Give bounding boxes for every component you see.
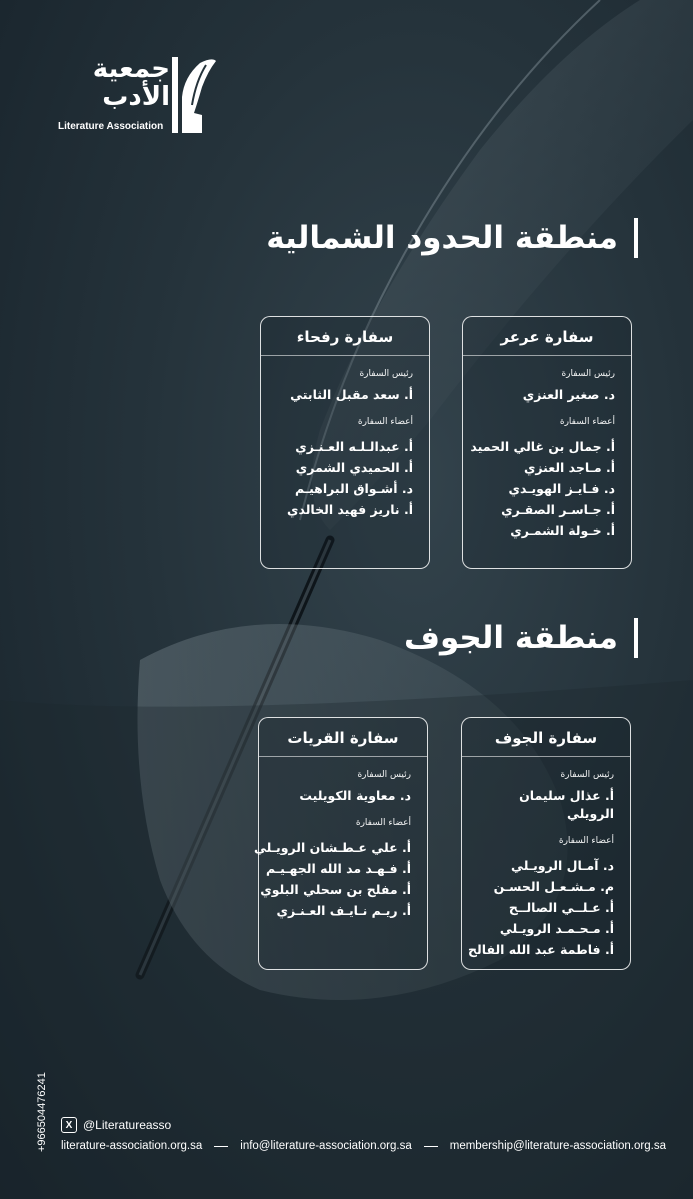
member-item: أ. مـحـمـد الرويـلي [499,921,614,936]
embassy-card-arar [462,316,632,569]
region-title-northern-borders: منطقة الحدود الشمالية [266,218,638,258]
separator [214,1146,228,1147]
head-name: أ. عذال سليمان الرويلي [519,788,614,821]
embassy-card-qurayyat [254,717,428,970]
info-email-link[interactable]: info@literature-association.org.sa [240,1140,412,1152]
member-item: أ. ريـم نـايـف العـنـزي [276,903,411,918]
head-name: أ. سعد مقبل الثابتي [290,387,413,402]
quill-logo-icon [172,57,218,133]
footer-links [61,1140,666,1152]
member-item: د. أشـواق البراهيـم [295,481,413,496]
embassy-card-rafha [260,316,430,569]
member-item: أ. جـاسـر الصقـري [501,502,615,517]
logo-arabic-line1: جمعية [92,54,170,84]
head-name: د. صغير العنزي [522,387,615,402]
member-item: أ. مفلح بن سحلي البلوي [260,882,411,897]
footer-phone: +966504476241 [36,1072,48,1152]
embassy-title: سفارة الجوف [462,718,630,757]
x-twitter-icon: X [61,1117,77,1133]
member-item: أ. عبدالـلـه العـنـزي [295,439,413,454]
member-item: أ. ناريز فهيد الخالدي [287,502,413,517]
footer-social[interactable] [61,1117,171,1133]
member-item: م. مـشـعـل الحسـن [493,879,614,894]
head-label: رئيس السفارة [357,770,411,780]
member-item: أ. علي عـطـشان الرويـلي [254,840,411,855]
embassy-card-al-jouf [461,717,631,970]
members-list [254,837,411,921]
embassy-title: سفارة رفحاء [261,317,429,356]
head-label: رئيس السفارة [560,770,614,780]
members-list [468,855,614,960]
members-label: أعضاء السفارة [558,836,614,846]
logo-arabic-line2: الأدب [102,82,170,112]
social-handle[interactable]: @Literatureasso [83,1118,172,1132]
member-item: أ. فـهـد مد الله الجهـيـم [266,861,411,876]
head-label: رئيس السفارة [359,369,413,379]
member-item: أ. مـاجد العنزي [523,460,615,475]
separator [424,1146,438,1147]
member-item: أ. خـولة الشمـري [510,523,615,538]
member-item: د. آمـال الرويـلي [511,858,614,873]
head-name: د. معاوية الكويليت [299,788,411,803]
head-label: رئيس السفارة [561,369,615,379]
region-title-al-jouf: منطقة الجوف [404,618,638,658]
website-link[interactable]: literature-association.org.sa [61,1140,203,1152]
members-label: أعضاء السفارة [355,818,411,828]
members-label: أعضاء السفارة [357,417,413,427]
member-item: أ. فاطمة عبد الله الفالح [468,942,614,957]
logo-arabic-text [93,55,170,111]
members-label: أعضاء السفارة [559,417,615,427]
membership-email-link[interactable]: membership@literature-association.org.sa [449,1140,666,1152]
members-list [277,436,413,520]
member-item: أ. الحميدي الشمري [295,460,413,475]
member-item: أ. جمال بن غالي الحميد [470,439,615,454]
members-list [470,436,615,541]
logo-english-text: Literature Association [58,121,164,132]
member-item: أ. عـلــي الصالــح [508,900,614,915]
logo [58,55,218,135]
member-item: د. فـايـز الهويـدي [508,481,615,496]
embassy-title: سفارة القريات [259,718,427,757]
embassy-title: سفارة عرعر [463,317,631,356]
